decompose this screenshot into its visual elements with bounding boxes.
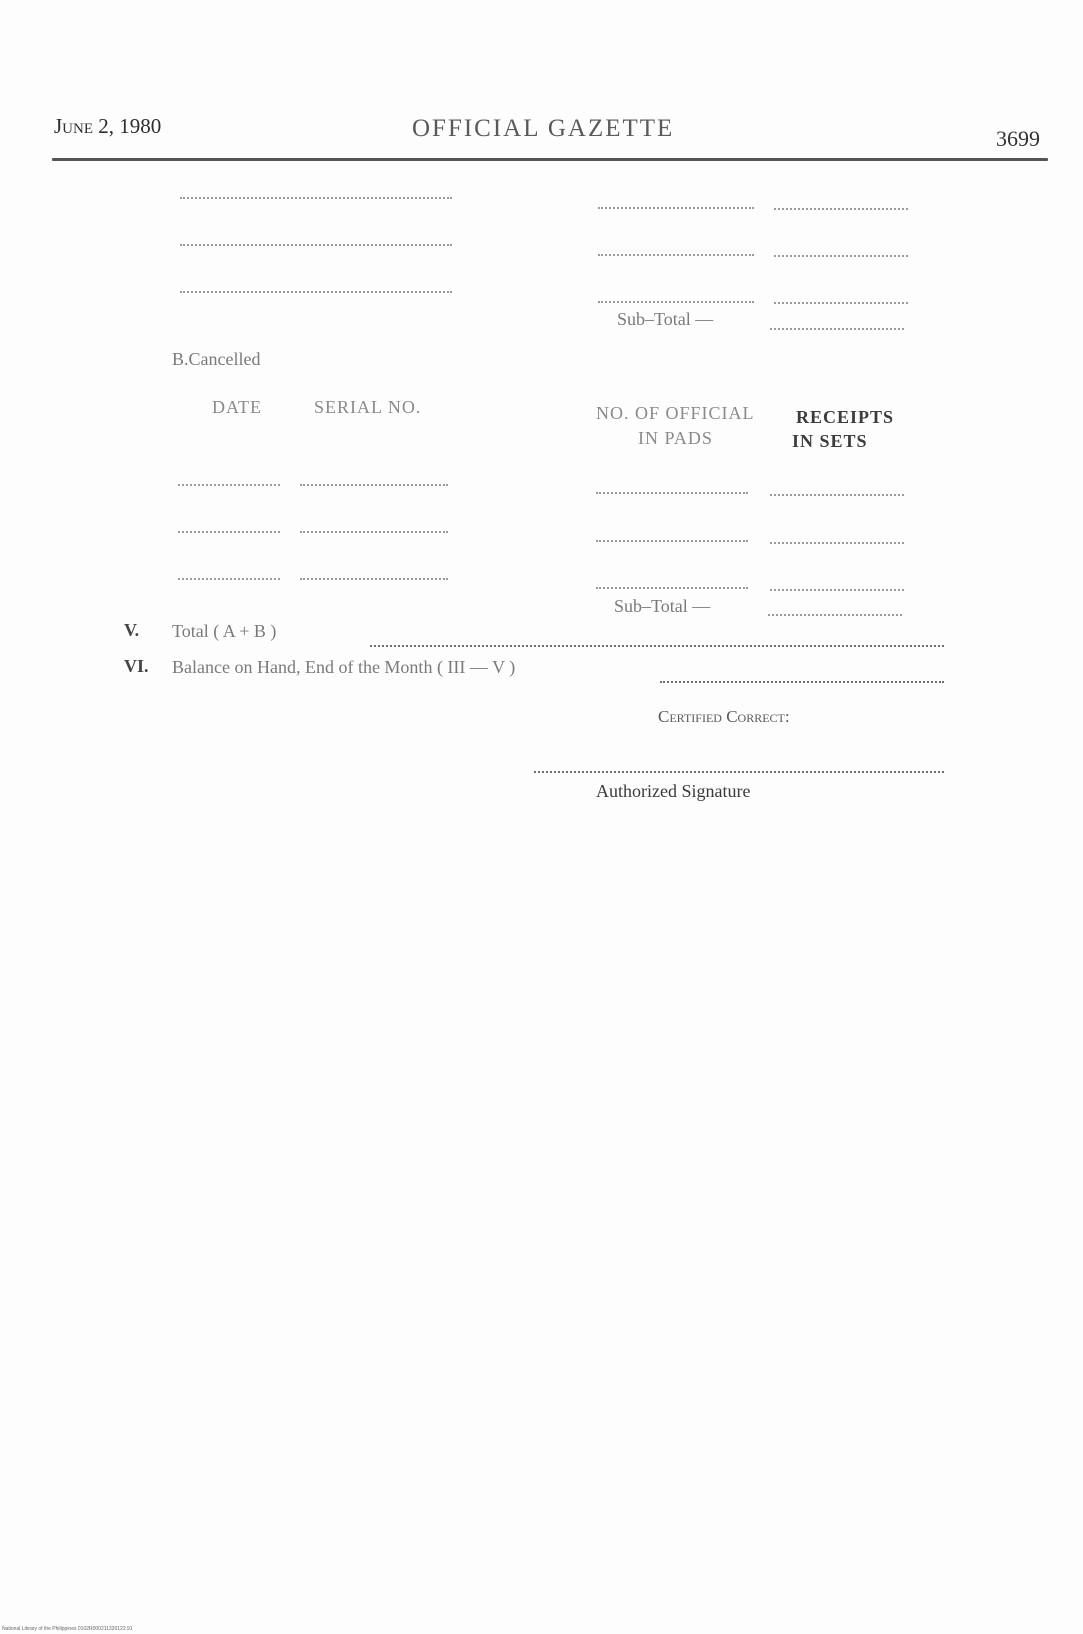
section-a-pads-blank-2 — [598, 254, 754, 256]
authorized-signature-label: Authorized Signature — [596, 781, 751, 801]
cancelled-date-blank-3 — [178, 578, 280, 580]
section-b-subtotal-label: Sub–Total — — [614, 596, 711, 616]
section-a-left-blank-2 — [180, 244, 452, 246]
section-a-sets-blank-3 — [774, 302, 908, 304]
section-a-sets-blank-1 — [774, 208, 908, 210]
col-date-header: DATE — [212, 397, 262, 417]
scan-source-stamp: National Library of the Philippines 0102R000211320122.91 — [2, 1626, 133, 1632]
receipts-heading-part1: NO. OF OFFICIAL — [596, 403, 755, 423]
col-serial-header: SERIAL NO. — [314, 397, 422, 417]
signature-line — [534, 771, 944, 773]
balance-label: Balance on Hand, End of the Month ( III — V ) — [172, 657, 516, 677]
cancelled-serial-blank-3 — [300, 578, 448, 580]
cancelled-date-blank-1 — [178, 484, 280, 486]
section-a-sets-blank-2 — [774, 255, 908, 257]
total-numeral: V. — [124, 620, 140, 640]
cancelled-sets-blank-2 — [770, 542, 904, 544]
cancelled-pads-blank-1 — [596, 492, 748, 494]
cancelled-pads-blank-2 — [596, 540, 748, 542]
balance-numeral: VI. — [124, 656, 149, 676]
page-number: 3699 — [996, 126, 1040, 151]
cancelled-serial-blank-2 — [300, 531, 448, 533]
cancelled-serial-blank-1 — [300, 484, 448, 486]
balance-blank — [660, 681, 944, 683]
publication-title: OFFICIAL GAZETTE — [412, 115, 675, 142]
section-a-subtotal-label: Sub–Total — — [617, 309, 714, 329]
section-a-left-blank-1 — [180, 197, 452, 199]
cancelled-sets-blank-1 — [770, 494, 904, 496]
section-a-pads-blank-3 — [598, 301, 754, 303]
cancelled-pads-blank-3 — [596, 587, 748, 589]
header-rule — [52, 158, 1048, 161]
certified-correct-label: Certified Correct: — [658, 707, 790, 726]
total-label: Total ( A + B ) — [172, 621, 277, 641]
section-b-subtotal-blank — [768, 614, 902, 616]
total-blank — [370, 645, 944, 647]
col-pads-header: IN PADS — [638, 428, 713, 448]
cancelled-sets-blank-3 — [770, 589, 904, 591]
col-sets-header: IN SETS — [792, 431, 868, 451]
section-b-heading: B.Cancelled — [172, 349, 261, 369]
cancelled-date-blank-2 — [178, 531, 280, 533]
section-a-pads-blank-1 — [598, 207, 754, 209]
issue-date: June 2, 1980 — [54, 114, 162, 138]
section-a-subtotal-blank — [770, 328, 904, 330]
section-a-left-blank-3 — [180, 291, 452, 293]
receipts-heading-part2: RECEIPTS — [796, 407, 895, 427]
